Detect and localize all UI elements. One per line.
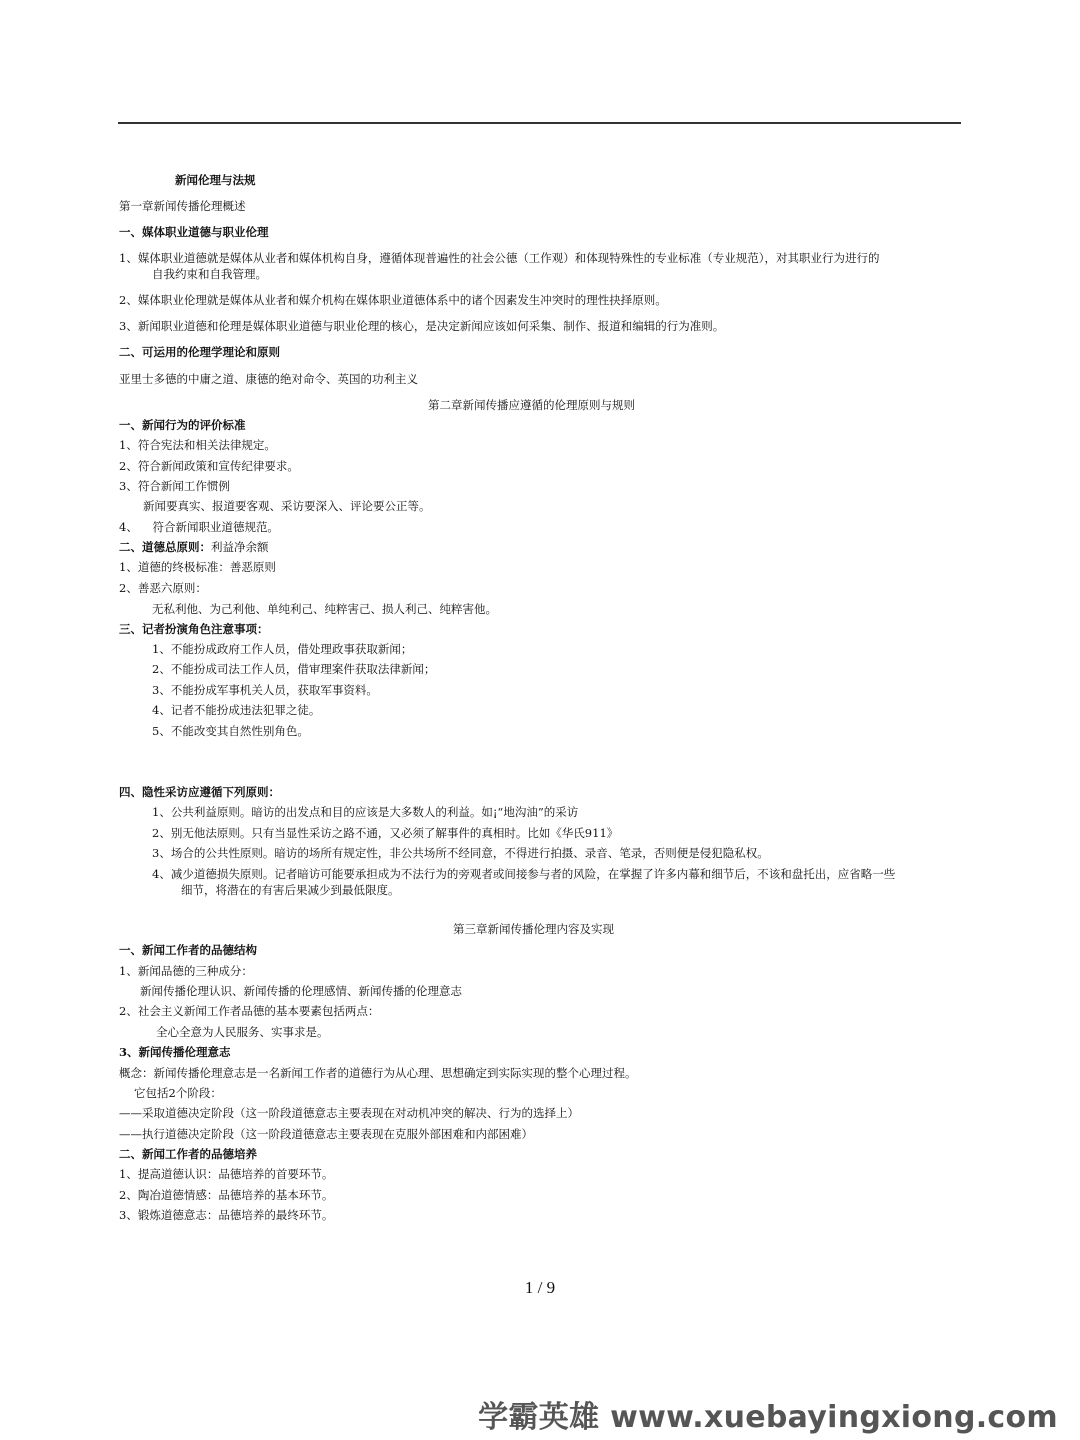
list-item: 5、不能改变其自然性别角色。 (152, 724, 309, 738)
list-item: 4、 符合新闻职业道德规范。 (119, 520, 279, 534)
list-item: 1、提高道德认识：品德培养的首要环节。 (119, 1167, 334, 1181)
section-heading: 一、新闻工作者的品德结构 (119, 943, 257, 957)
paragraph: 概念：新闻传播伦理意志是一名新闻工作者的道德行为从心理、思想确定到实际实现的整个心理过程。 (119, 1066, 637, 1080)
list-item: 2、陶冶道德情感：品德培养的基本环节。 (119, 1188, 334, 1202)
list-item: 3、符合新闻工作惯例 (119, 479, 230, 493)
paragraph: 亚里士多德的中庸之道、康德的绝对命令、英国的功利主义 (119, 372, 418, 386)
paragraph: ——采取道德决定阶段（这一阶段道德意志主要表现在对动机冲突的解决、行为的选择上） (119, 1106, 579, 1120)
page-number: 1 / 9 (524, 1278, 556, 1297)
section-heading-value: 利益净余额 (211, 540, 269, 554)
list-item: 2、善恶六原则： (119, 581, 207, 595)
section-heading: 一、媒体职业道德与职业伦理 (119, 225, 269, 239)
paragraph: 1、媒体职业道德就是媒体从业者和媒体机构自身，遵循体现普遍性的社会公德（工作观）和体现特殊性的专业标准（专业规范），对其职业行为进行的 (119, 251, 880, 265)
watermark: 学霸英雄 www.xuebayingxiong.com (478, 1400, 1058, 1435)
list-item: 4、减少道德损失原则。记者暗访可能要承担成为不法行为的旁观者或间接参与者的风险，在掌握了许多内幕和细节后，不该和盘托出，应省略一些 (152, 867, 896, 881)
list-item: 1、新闻品德的三种成分： (119, 964, 253, 978)
paragraph: ——执行道德决定阶段（这一阶段道德意志主要表现在克服外部困难和内部困难） (119, 1127, 533, 1141)
list-item: 3、不能扮成军事机关人员，获取军事资料。 (152, 683, 378, 697)
list-item-detail: 新闻传播伦理认识、新闻传播的伦理感情、新闻传播的伦理意志 (140, 984, 462, 998)
section-heading: 四、隐性采访应遵循下列原则： (119, 785, 280, 799)
list-item: 4、记者不能扮成违法犯罪之徒。 (152, 703, 321, 717)
list-item-continuation: 细节，将潜在的有害后果减少到最低限度。 (181, 883, 400, 897)
subsection-heading: 3、新闻传播伦理意志 (119, 1045, 231, 1059)
section-heading: 二、可运用的伦理学理论和原则 (119, 345, 280, 359)
section-heading-row (119, 539, 269, 555)
section-heading: 二、道德总原则： (119, 540, 211, 554)
list-item: 2、符合新闻政策和宣传纪律要求。 (119, 459, 299, 473)
list-item: 1、符合宪法和相关法律规定。 (119, 438, 276, 452)
paragraph: 2、媒体职业伦理就是媒体从业者和媒介机构在媒体职业道德体系中的诸个因素发生冲突时的理性抉择原则。 (119, 293, 667, 307)
list-item-detail: 全心全意为人民服务、实事求是。 (156, 1025, 329, 1039)
list-item: 2、别无他法原则。只有当显性采访之路不通，又必须了解事件的真相时。比如《华氏911》 (152, 826, 619, 840)
section-heading: 一、新闻行为的评价标准 (119, 418, 246, 432)
section-heading: 二、新闻工作者的品德培养 (119, 1147, 257, 1161)
list-item: 1、公共利益原则。暗访的出发点和目的应该是大多数人的利益。如¡“地沟油”的采访 (152, 805, 579, 819)
paragraph-continuation: 自我约束和自我管理。 (152, 267, 267, 281)
chapter-3-title: 第三章新闻传播伦理内容及实现 (453, 922, 614, 936)
paragraph: 3、新闻职业道德和伦理是媒体职业道德与职业伦理的核心，是决定新闻应该如何采集、制作、报道和编辑的行为准则。 (119, 319, 725, 333)
list-item: 1、不能扮成政府工作人员，借处理政事获取新闻； (152, 642, 413, 656)
chapter-2-title: 第二章新闻传播应遵循的伦理原则与规则 (428, 398, 635, 412)
list-item: 2、不能扮成司法工作人员，借审理案件获取法律新闻； (152, 662, 436, 676)
list-item: 3、场合的公共性原则。暗访的场所有规定性，非公共场所不经同意，不得进行拍摄、录音、笔录，否则便是侵犯隐私权。 (152, 846, 769, 860)
section-heading: 三、记者扮演角色注意事项： (119, 622, 269, 636)
list-item: 3、锻炼道德意志：品德培养的最终环节。 (119, 1208, 334, 1222)
list-item: 2、社会主义新闻工作者品德的基本要素包括两点： (119, 1004, 380, 1018)
header-rule (118, 122, 961, 124)
list-item: 1、道德的终极标准：善恶原则 (119, 560, 276, 574)
doc-title: 新闻伦理与法规 (175, 173, 256, 187)
list-item-detail: 无私利他、为己利他、单纯利己、纯粹害己、损人利己、纯粹害他。 (152, 602, 497, 616)
list-item-detail: 新闻要真实、报道要客观、采访要深入、评论要公正等。 (143, 499, 431, 513)
chapter-1-title: 第一章新闻传播伦理概述 (119, 199, 246, 213)
paragraph: 它包括2个阶段： (134, 1086, 222, 1100)
